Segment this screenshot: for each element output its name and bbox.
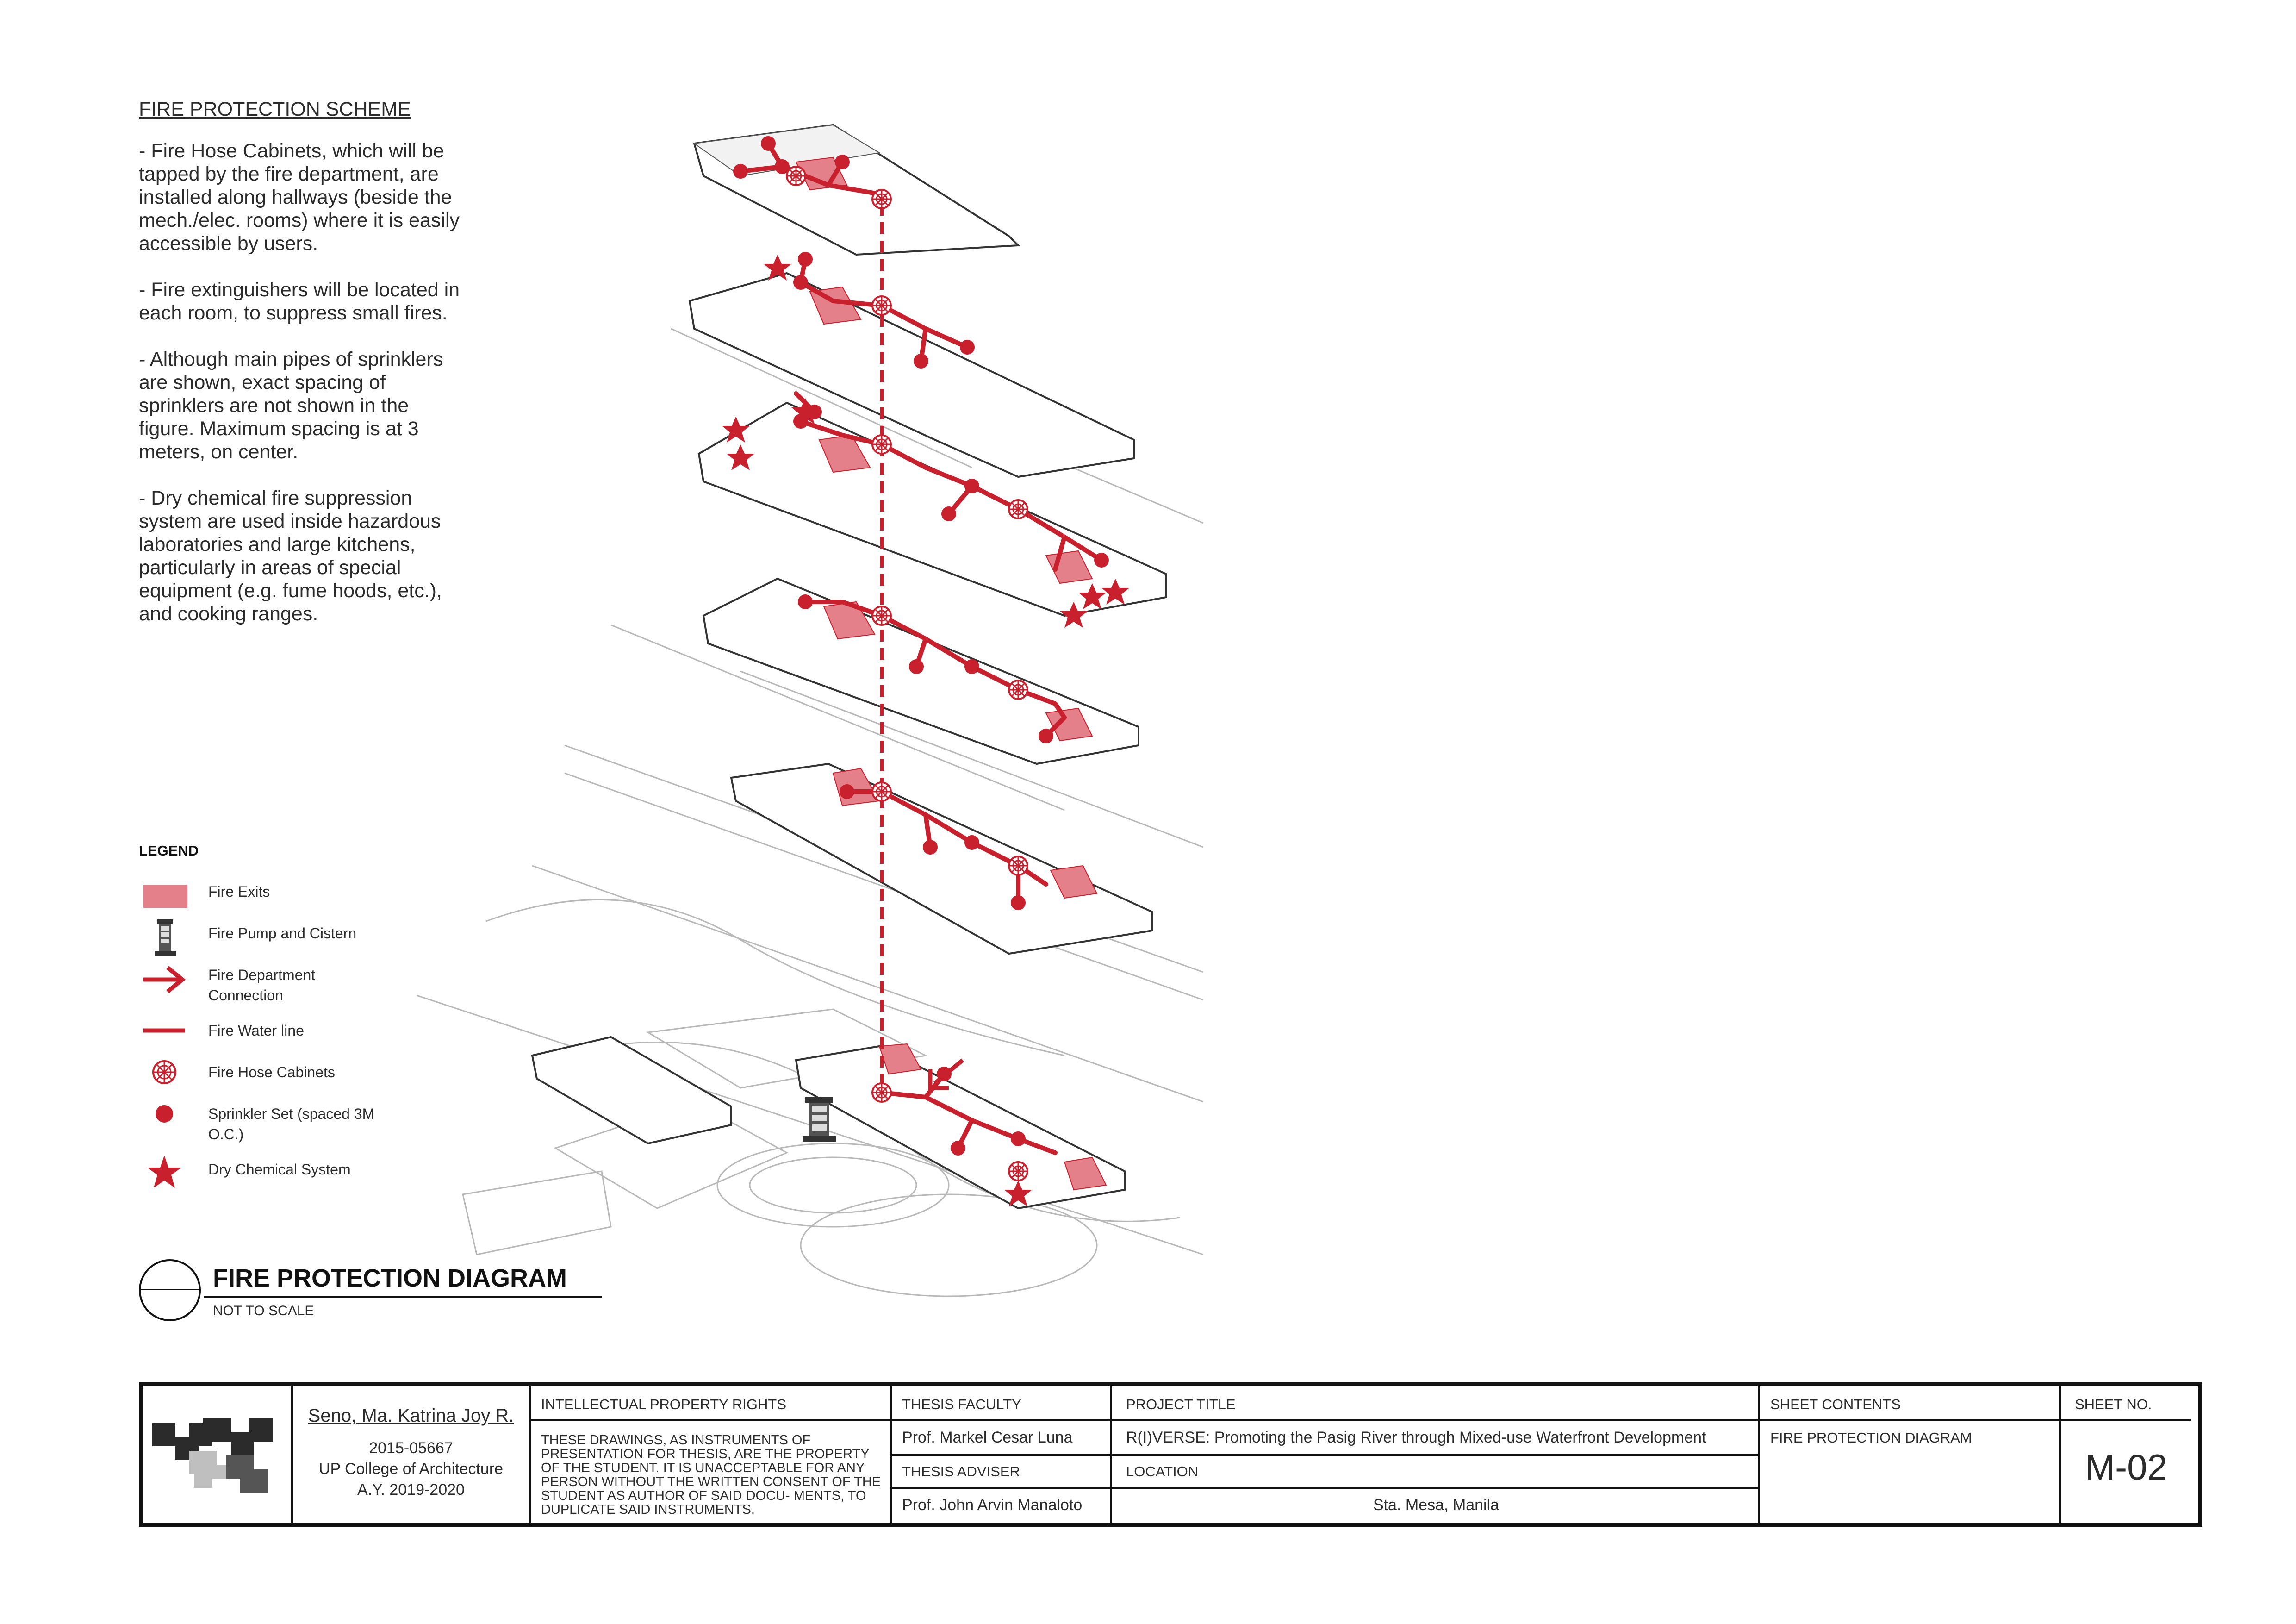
water-line-icon xyxy=(139,1017,190,1054)
faculty-name: Prof. Markel Cesar Luna xyxy=(902,1429,1073,1446)
legend-item xyxy=(139,1017,463,1058)
project-info xyxy=(1110,1386,1760,1523)
location-heading: LOCATION xyxy=(1126,1463,1199,1480)
legend-label: Fire Pump and Cistern xyxy=(208,925,357,942)
floor-plate-2 xyxy=(731,764,1152,954)
contents-heading: SHEET CONTENTS xyxy=(1770,1396,1901,1412)
legend-label: Fire Water line xyxy=(208,1022,304,1039)
sprinkler-dot-icon xyxy=(139,1100,190,1137)
diagram-subtitle: NOT TO SCALE xyxy=(213,1303,314,1318)
scheme-title: FIRE PROTECTION SCHEME xyxy=(139,98,411,120)
location: Sta. Mesa, Manila xyxy=(1373,1496,1500,1514)
sheet-contents xyxy=(1758,1386,2061,1523)
sheet-number-value: M-02 xyxy=(2085,1447,2167,1487)
legend xyxy=(139,843,463,1197)
legend-label: Sprinkler Set (spaced 3M O.C.) xyxy=(208,1106,375,1143)
fire-pump-icon xyxy=(139,919,190,956)
title-block xyxy=(139,1382,2202,1527)
ip-heading: INTELLECTUAL PROPERTY RIGHTS xyxy=(541,1396,786,1412)
university-logo xyxy=(148,1409,282,1497)
legend-label: Fire Department Connection xyxy=(208,967,316,1004)
ip-rights xyxy=(529,1386,892,1523)
scheme-paragraph: - Although main pipes of sprinklers are shown, exact spacing of sprinklers are not shown in the figure. Maximum spacing is at 3 meters, on center. xyxy=(139,348,443,463)
student-number: 2015-05667 xyxy=(369,1439,453,1457)
adviser-name: Prof. John Arvin Manaloto xyxy=(902,1496,1083,1514)
fire-exit-swatch-icon xyxy=(139,878,190,915)
legend-label: Fire Exits xyxy=(208,883,270,900)
ip-text: THESE DRAWINGS, AS INSTRUMENTS OF PRESENTATION FOR THESIS, ARE THE PROPERTY OF THE STUDENT. IT IS UNACCEPTABLE FOR ANY PERSON WITHOUT THE WRITTEN CONSENT OF THE STUDENT AS AUTHOR OF SAID DOCU- MENTS, TO DUPLICATE SAID INSTRUMENTS. xyxy=(541,1433,881,1517)
sheet-number xyxy=(2059,1386,2191,1523)
legend-item xyxy=(139,961,463,1017)
student-info xyxy=(291,1386,529,1523)
divider xyxy=(1112,1454,1760,1456)
project-heading: PROJECT TITLE xyxy=(1126,1396,1236,1412)
diagram-title: FIRE PROTECTION DIAGRAM xyxy=(213,1264,567,1292)
divider xyxy=(892,1419,1112,1421)
legend-item xyxy=(139,878,463,919)
title-underline xyxy=(204,1296,602,1298)
academic-year: A.Y. 2019-2020 xyxy=(357,1481,465,1499)
scheme-paragraph: - Fire Hose Cabinets, which will be tapped by the fire department, are installed along hallways (beside the mech./elec. rooms) where it is easily accessible by users. xyxy=(139,140,460,255)
divider xyxy=(2061,1419,2191,1421)
star-icon xyxy=(139,1156,190,1193)
divider xyxy=(1112,1419,1760,1421)
project-title: R(I)VERSE: Promoting the Pasig River through Mixed-use Waterfront Development xyxy=(1126,1429,1706,1446)
exploded-axonometric-diagram xyxy=(417,106,1296,1356)
hose-cabinet-icon xyxy=(139,1058,190,1095)
legend-item xyxy=(139,1156,463,1197)
student-name: Seno, Ma. Katrina Joy R. xyxy=(308,1405,514,1426)
divider xyxy=(531,1419,892,1421)
divider xyxy=(892,1487,1112,1489)
legend-title: LEGEND xyxy=(139,843,199,859)
contents-value: FIRE PROTECTION DIAGRAM xyxy=(1770,1430,1972,1446)
title-circle-line xyxy=(139,1289,201,1290)
college: UP College of Architecture xyxy=(318,1460,504,1478)
scheme-paragraph: - Dry chemical fire suppression system are used inside hazardous laboratories and large kitchens, particularly in areas of special equipment (e.g. fume hoods, etc.), and cooking ranges. xyxy=(139,487,442,625)
arrow-right-icon xyxy=(139,961,190,998)
adviser-heading: THESIS ADVISER xyxy=(902,1463,1020,1480)
legend-item xyxy=(139,1100,463,1156)
legend-item xyxy=(139,919,463,961)
divider xyxy=(1112,1487,1760,1489)
divider xyxy=(892,1454,1112,1456)
sheet-heading: SHEET NO. xyxy=(2075,1396,2152,1412)
legend-item xyxy=(139,1058,463,1100)
faculty-info xyxy=(890,1386,1112,1523)
scheme-paragraph: - Fire extinguishers will be located in each room, to suppress small fires. xyxy=(139,279,460,324)
faculty-heading: THESIS FACULTY xyxy=(902,1396,1021,1412)
title-circle-icon xyxy=(139,1259,201,1321)
legend-label: Fire Hose Cabinets xyxy=(208,1064,335,1081)
divider xyxy=(1760,1419,2061,1421)
legend-label: Dry Chemical System xyxy=(208,1161,351,1178)
